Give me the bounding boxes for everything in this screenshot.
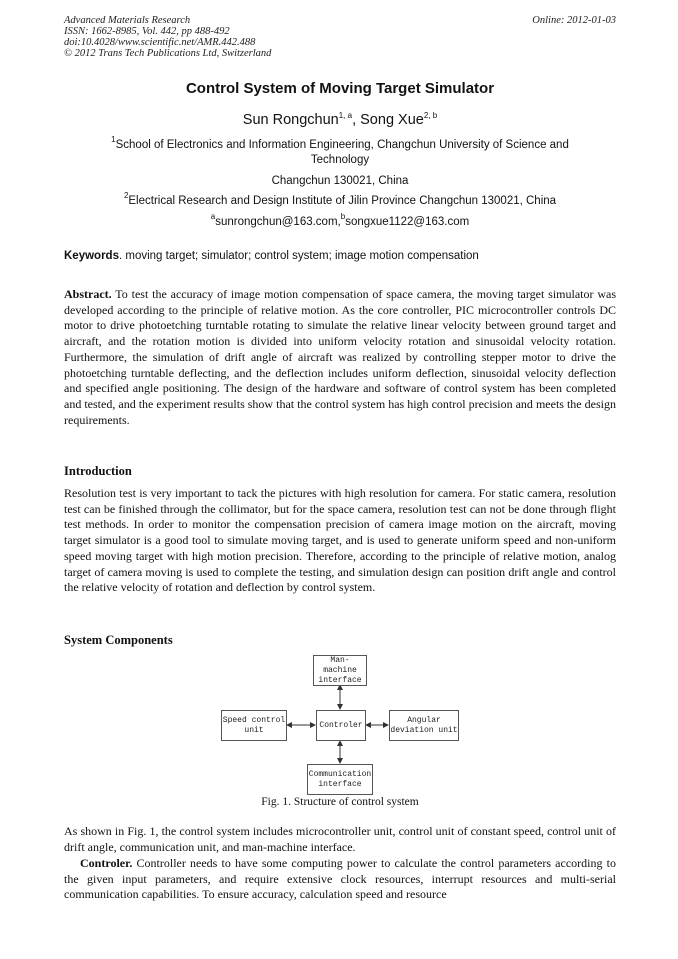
email-b: songxue1122@163.com	[345, 216, 470, 228]
affiliation-2	[84, 191, 596, 209]
keywords-label: Keywords	[64, 250, 119, 262]
controller-paragraph	[64, 856, 616, 903]
man-machine-box	[313, 655, 367, 686]
affiliation-text: Electrical Research and Design Institute of Jilin Province Changchun 130021, China	[128, 195, 557, 207]
communication-box	[307, 764, 373, 795]
affiliation-mark: 1	[111, 135, 116, 144]
author-separator: ,	[352, 112, 361, 128]
components-paragraph: As shown in Fig. 1, the control system includes microcontroller unit, control unit of constant speed, control unit of drift angle, communication unit, and man-machine interface.	[64, 824, 616, 854]
box-label: Angular	[407, 715, 441, 725]
box-label: interface	[318, 779, 362, 789]
keywords	[64, 250, 616, 262]
introduction-heading: Introduction	[64, 464, 132, 478]
controller-box	[316, 710, 366, 741]
introduction-text: Resolution test is very important to tack the pictures with high resolution for camera. For static camera, resolution test can be finished through the collimator, but for the space camera, resolution test can not be done through flight test methods. In order to monitor the compensation precision of camera image motion on the aircraft, moving target simulator is a good tool to simulate moving target, and is used to generate uniform speed and non-uniform speed moving target with high motion precision. Therefore, according to the principle of relative motion, analog target of camera moving is used to complete the testing, and simulation design can position drift angle and control the relative velocity of rotation and deflection by control system.	[64, 486, 616, 595]
affiliation-mark: 2	[123, 191, 129, 200]
angular-deviation-box	[389, 710, 459, 741]
affiliation-text: School of Electronics and Information Engineering, Changchun University of Science and Technology	[115, 139, 569, 166]
affiliation-1-city: Changchun 130021, China	[271, 175, 409, 187]
author-superscript: 2, b	[423, 111, 438, 120]
structure-diagram	[215, 650, 465, 800]
doi-line: doi:10.4028/www.scientific.net/AMR.442.488	[64, 37, 256, 48]
components-heading: System Components	[64, 633, 173, 647]
email-a: sunrongchun@163.com,	[215, 216, 341, 228]
affiliation-1	[84, 135, 596, 168]
controller-text: Controller needs to have some computing power to calculate the control parameters according to the given input parameters, and require extensive clock resources, interrupt resources and multi-serial communication capabilities. To ensure accuracy, calculation speed and resource	[64, 856, 616, 902]
journal-name: Advanced Materials Research	[64, 15, 191, 26]
box-label: Speed control	[222, 715, 286, 725]
box-label: unit	[244, 725, 264, 735]
box-label: Man-machine	[323, 655, 357, 675]
copyright-line: © 2012 Trans Tech Publications Ltd, Switzerland	[64, 48, 272, 59]
controller-label: Controler.	[80, 856, 133, 870]
author-name: Song Xue	[360, 112, 424, 128]
email-line	[84, 212, 596, 230]
author-line	[64, 112, 616, 128]
issn-line: ISSN: 1662-8985, Vol. 442, pp 488-492	[64, 26, 230, 37]
email-mark: a	[210, 212, 216, 221]
box-label: Communication	[308, 769, 372, 779]
author-name: Sun Rongchun	[242, 112, 339, 128]
journal-header	[64, 15, 616, 59]
keywords-text: . moving target; simulator; control system; image motion compensation	[118, 250, 479, 262]
email-mark: b	[340, 212, 346, 221]
abstract-text: To test the accuracy of image motion compensation of space camera, the moving target simulator was developed according to the principle of relative motion. As the core controller, PIC microcontroller controls DC motor to drive photoetching turntable rotating to simulate the relative linear velocity between ground target and aircraft, and the rotation motion is divided into uniform velocity rotation and sinusoidal velocity rotation. Furthermore, the simulation of drift angle of aircraft was realized by controlling stepper motor to drive the photoetching turntable deflecting, and the deflection includes uniform deflection, sinusoidal velocity deflection and specified angle positioning. The design of the hardware and software of control system has been completed and tested, and the experiment results show that the control system has high control precision and meets the design requirements.	[64, 287, 616, 427]
paper-title: Control System of Moving Target Simulator	[185, 80, 495, 97]
abstract-label: Abstract.	[64, 287, 112, 301]
box-label: interface	[318, 675, 362, 685]
box-label: deviation unit	[390, 725, 458, 735]
author-superscript: 1, a	[338, 111, 353, 120]
speed-control-box	[221, 710, 287, 741]
online-date: Online: 2012-01-03	[532, 15, 616, 26]
abstract	[64, 287, 616, 428]
box-label: Controler	[319, 720, 363, 730]
figure-caption: Fig. 1. Structure of control system	[261, 796, 419, 808]
